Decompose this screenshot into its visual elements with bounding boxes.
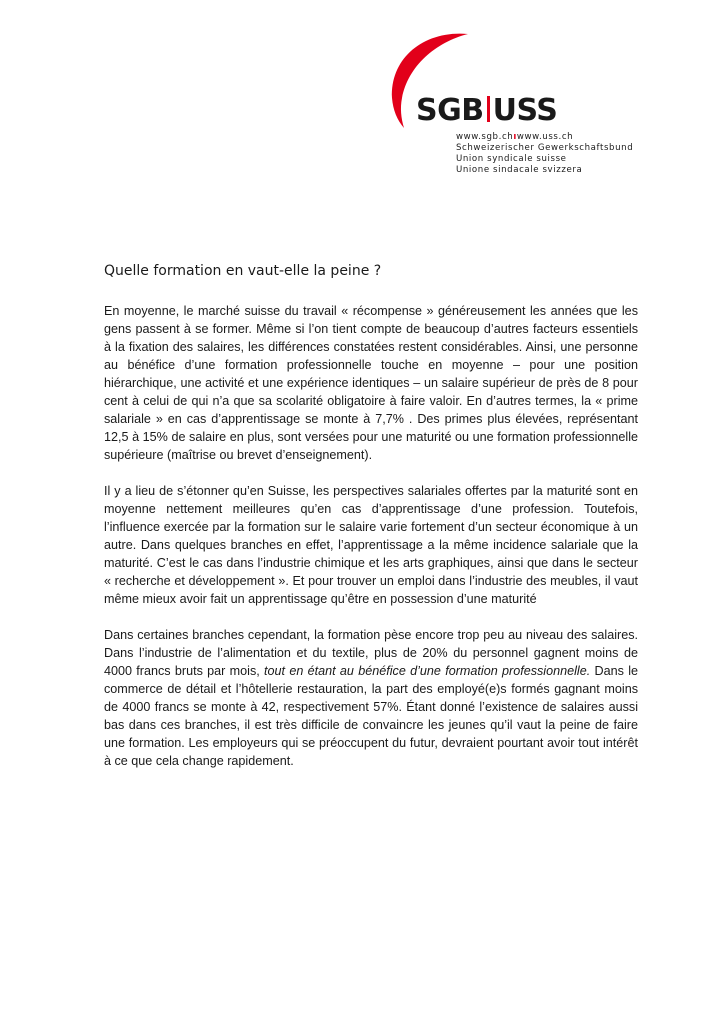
paragraph-3-end: Dans le commerce de détail et l’hôtellerie restauration, la part des employé(e)s formés gagnant moins de 4000 francs se monte à 42, respectivement 57%. Étant donné l’existence de salaires aussi bas dans ces branches, il est très difficile de convaincre les jeunes qu’il vaut la peine de faire une formation. Les employeurs qui se préoccupent du futur, devraient pourtant avoir tout intérêt à ce que cela change rapidement. — [104, 664, 639, 768]
org-name-de: Schweizerischer Gewerkschaftsbund — [456, 143, 634, 153]
logo-right: USS — [492, 93, 558, 128]
document-title: Quelle formation en vaut-elle la peine ? — [104, 263, 382, 279]
paragraph-2: Il y a lieu de s’étonner qu’en Suisse, les perspectives salariales offertes par la maturité sont en moyenne nettement meilleures qu’en cas d’apprentissage d’une profession. Toutefois, l’influence exercée par la formation sur le salaire varie fortement d’un secteur économique à un autre. Dans quelques branches en effet, l’apprentissage a la même incidence salariale que la maturité. C’est le cas dans l’industrie chimique et les arts graphiques, ainsi que dans le secteur « recherche et développement ». Et pour trouver un emploi dans l’industrie des meubles, il vaut même mieux avoir fait un apprentissage qu’être en possession d’une maturité — [104, 484, 638, 606]
letterhead — [380, 28, 680, 175]
paragraph-3 — [104, 626, 638, 770]
org-name-fr: Union syndicale suisse — [456, 154, 567, 164]
paragraph-3-start: Dans certaines branches cependant, la formation pèse encore trop peu au niveau des salaires. Dans l’industrie de l’alimentation et du textile, plus de 20% du personnel gagnent moins de 4000 francs bruts par mois, — [104, 628, 638, 678]
website-line — [456, 132, 633, 143]
organization-info — [456, 132, 633, 176]
document-body — [104, 262, 638, 788]
website-sgb: www.sgb.ch — [456, 132, 514, 142]
website-uss: www.uss.ch — [516, 132, 574, 142]
logo-left: SGB — [416, 93, 484, 128]
logo — [416, 93, 558, 128]
website-separator: ı — [513, 132, 517, 142]
org-name-it: Unione sindacale svizzera — [456, 165, 583, 175]
paragraph-1: En moyenne, le marché suisse du travail « récompense » généreusement les années que les gens passent à se former. Même si l’on tient compte de beaucoup d’autres facteurs essentiels à la fixation des salaires, les différences constatées restent considérables. Ainsi, une personne au bénéfice d’une formation professionnelle touche en moyenne – pour une position hiérarchique, une activité et une expérience identiques – un salaire supérieur de près de 8 pour cent à celui de qui n’a que sa scolarité obligatoire à faire valoir. En d’autres termes, la « prime salariale » en cas d’apprentissage se monte à 7,7% . Des primes plus élevées, représentant 12,5 à 15% de salaire en plus, sont versées pour une maturité ou une formation professionnelle supérieure (maîtrise ou brevet d’enseignement). — [104, 304, 638, 462]
logo-separator — [487, 96, 490, 122]
paragraph-3-emphasis: tout en étant au bénéfice d’une formation professionnelle. — [264, 664, 591, 678]
